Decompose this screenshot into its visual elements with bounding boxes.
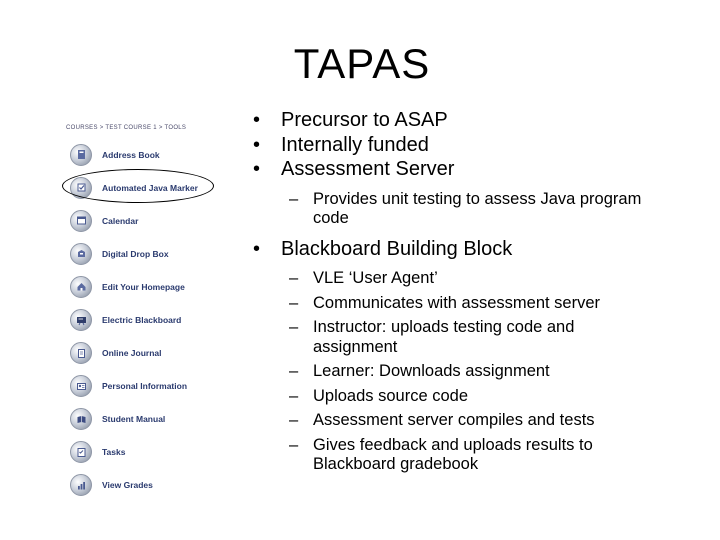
bullet-text: Assessment Server bbox=[281, 158, 455, 180]
sub-bullet-item bbox=[289, 362, 713, 382]
sub-bullet-item bbox=[289, 411, 713, 431]
bullet-item bbox=[253, 157, 713, 182]
sub-bullet-item bbox=[289, 269, 713, 289]
bullet-mark: • bbox=[253, 109, 261, 131]
sub-bullet-text: VLE ‘User Agent’ bbox=[313, 269, 438, 287]
bullet-mark: • bbox=[253, 158, 261, 180]
bullet-list bbox=[253, 108, 713, 475]
tool-label: Personal Information bbox=[102, 381, 188, 392]
tool-label: Digital Drop Box bbox=[102, 248, 169, 259]
tool-label: Calendar bbox=[102, 215, 139, 226]
blackboard-icon bbox=[70, 309, 92, 331]
tool-personal-information[interactable] bbox=[70, 370, 230, 403]
sub-bullet-text: Gives feedback and uploads results to Blackboard gradebook bbox=[313, 435, 593, 473]
view-grades-icon bbox=[70, 474, 92, 496]
bullet-mark: • bbox=[253, 133, 261, 156]
slide-title: TAPAS bbox=[293, 40, 431, 87]
tool-label: Edit Your Homepage bbox=[102, 281, 185, 292]
dash-mark: – bbox=[289, 362, 299, 380]
sub-bullet-text: Instructor: uploads testing code and assignment bbox=[313, 318, 575, 356]
tool-tasks[interactable] bbox=[70, 436, 230, 469]
sub-bullet-text: Assessment server compiles and tests bbox=[313, 411, 595, 429]
tasks-icon bbox=[70, 441, 92, 463]
tool-label: Electric Blackboard bbox=[102, 315, 182, 326]
sub-bullet-text: Uploads source code bbox=[313, 386, 469, 405]
bullet-item bbox=[253, 108, 713, 133]
dash-mark: – bbox=[289, 269, 299, 287]
sub-bullet-item bbox=[289, 436, 713, 475]
highlight-ellipse bbox=[62, 169, 214, 203]
dash-mark: – bbox=[289, 435, 299, 454]
tool-online-journal[interactable] bbox=[70, 337, 230, 370]
edit-homepage-icon bbox=[70, 276, 92, 298]
dash-mark: – bbox=[289, 189, 299, 208]
student-manual-icon bbox=[70, 408, 92, 430]
tool-calendar[interactable] bbox=[70, 204, 230, 237]
bullet-item bbox=[253, 133, 713, 158]
sub-bullet-item bbox=[289, 190, 713, 229]
tool-electric-blackboard[interactable] bbox=[70, 303, 230, 336]
dash-mark: – bbox=[289, 386, 299, 405]
tool-address-book[interactable] bbox=[70, 138, 230, 171]
tool-label: Address Book bbox=[102, 149, 160, 160]
drop-box-icon bbox=[70, 243, 92, 265]
sub-bullet-text: Communicates with assessment server bbox=[313, 293, 601, 312]
tool-digital-drop-box[interactable] bbox=[70, 237, 230, 270]
sub-bullet-item bbox=[289, 318, 713, 357]
tool-label: Tasks bbox=[102, 447, 126, 458]
bullet-text: Precursor to ASAP bbox=[281, 109, 448, 131]
dash-mark: – bbox=[289, 318, 299, 336]
address-book-icon bbox=[70, 144, 92, 166]
sub-bullet-item bbox=[289, 294, 713, 314]
bullet-mark: • bbox=[253, 237, 261, 260]
sub-bullet-item bbox=[289, 387, 713, 407]
tool-label: Online Journal bbox=[102, 348, 162, 359]
journal-icon bbox=[70, 342, 92, 364]
tool-view-grades[interactable] bbox=[70, 469, 230, 502]
bullet-item bbox=[253, 237, 713, 262]
dash-mark: – bbox=[289, 293, 299, 312]
breadcrumb[interactable]: COURSES > TEST COURSE 1 > TOOLS bbox=[66, 125, 187, 131]
tool-label: Automated Java Marker bbox=[102, 182, 198, 193]
personal-info-icon bbox=[70, 375, 92, 397]
tool-edit-your-homepage[interactable] bbox=[70, 270, 230, 303]
tool-label: View Grades bbox=[102, 480, 153, 491]
bullet-text: Internally funded bbox=[281, 133, 429, 156]
tool-student-manual[interactable] bbox=[70, 403, 230, 436]
sub-bullet-text: Provides unit testing to assess Java program code bbox=[313, 189, 642, 227]
sub-bullet-text: Learner: Downloads assignment bbox=[313, 362, 550, 380]
dash-mark: – bbox=[289, 411, 299, 429]
tool-label: Student Manual bbox=[102, 414, 166, 425]
bullet-text: Blackboard Building Block bbox=[281, 237, 513, 260]
calendar-icon bbox=[70, 210, 92, 232]
